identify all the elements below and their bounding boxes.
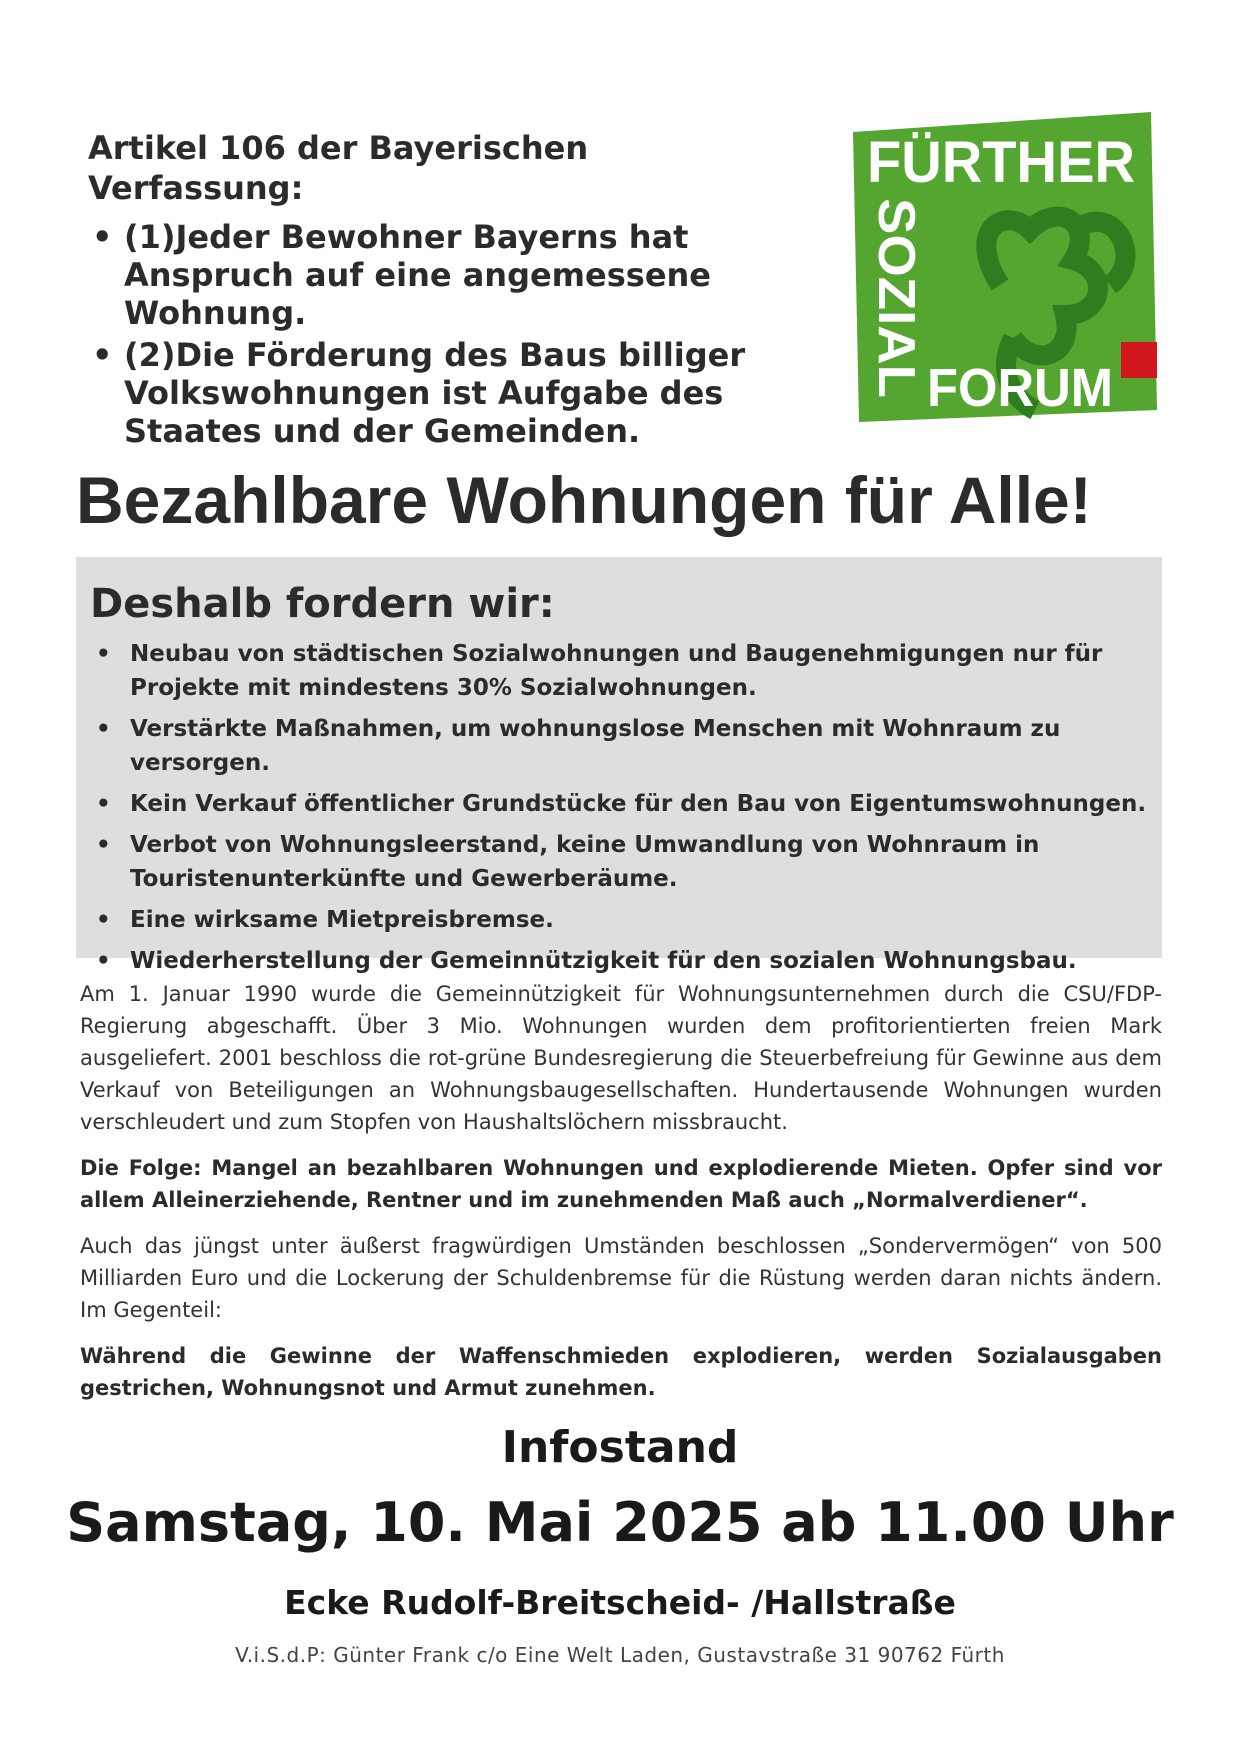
bullet-icon: • — [96, 716, 111, 742]
artikel-item — [88, 336, 788, 450]
logo-line-sozial: SOZIAL — [867, 198, 925, 389]
artikel-item — [88, 218, 788, 332]
forderungen-list — [90, 637, 1150, 978]
bullet-icon: • — [96, 791, 111, 817]
forderung-item — [90, 944, 1150, 978]
forderung-text: Neubau von städtischen Sozialwohnungen und Baugenehmigungen nur für Projekte mit mindestens 30% Sozialwohnungen. — [130, 641, 1103, 701]
paragraph-history: Am 1. Januar 1990 wurde die Gemeinnützigkeit für Wohnungsunternehmen durch die CSU/FDP-Regierung abgeschafft. Über 3 Mio. Wohnungen wurden dem profitorientierten freien Mark ausgeliefert. 2001 beschloss die rot-grüne Bundesregierung die Steuerbefreiung für Gewinne aus dem Verkauf von Beteiligungen an Wohnungsbaugesellschaften. Hundertausende Wohnungen wurden verschleudert und zum Stopfen von Haushaltslöchern missbraucht. — [80, 982, 1162, 1134]
forderung-item — [90, 787, 1150, 821]
forderungen-title: Deshalb fordern wir: — [90, 581, 555, 627]
forderung-text: Verbot von Wohnungsleerstand, keine Umwandlung von Wohnraum in Touristenunterkünfte und Gewerberäume. — [130, 832, 1040, 892]
forderung-text: Eine wirksame Mietpreisbremse. — [130, 907, 554, 933]
logo-red-square — [1121, 342, 1157, 378]
paragraph-consequence: Die Folge: Mangel an bezahlbaren Wohnungen und explodierende Mieten. Opfer sind vor allem Alleinerziehende, Rentner und im zunehmenden Maß auch „Normalverdiener“. — [80, 1156, 1162, 1212]
imprint: V.i.S.d.P: Günter Frank c/o Eine Welt Laden, Gustavstraße 31 90762 Fürth — [235, 1643, 1005, 1667]
bullet-icon: • — [96, 948, 111, 974]
artikel-section — [88, 128, 788, 454]
forderung-text: Verstärkte Maßnahmen, um wohnungslose Menschen mit Wohnraum zu versorgen. — [130, 716, 1061, 776]
clover-logo-icon — [845, 110, 1165, 440]
forderung-text: Wiederherstellung der Gemeinnützigkeit für den sozialen Wohnungsbau. — [130, 948, 1077, 974]
logo-line-forum: FORUM — [927, 358, 1113, 418]
artikel-item-text: (2)Die Förderung des Baus billiger Volkswohnungen ist Aufgabe des Staates und der Gemeinden. — [124, 336, 746, 450]
forderungen-box — [76, 557, 1162, 974]
fuerther-sozialforum-logo — [845, 110, 1165, 440]
forderung-item — [90, 903, 1150, 937]
artikel-title: Artikel 106 der Bayerischen Verfassung: — [88, 129, 589, 207]
event-place: Ecke Rudolf-Breitscheid- /Hallstraße — [284, 1583, 956, 1622]
body-text — [80, 978, 1162, 1418]
headline: Bezahlbare Wohnungen für Alle! — [76, 463, 1092, 537]
artikel-item-text: (1)Jeder Bewohner Bayerns hat Anspruch auf eine angemessene Wohnung. — [124, 218, 711, 332]
event-date: Samstag, 10. Mai 2025 ab 11.00 Uhr — [66, 1491, 1174, 1554]
forderung-item — [90, 828, 1150, 896]
artikel-list — [88, 218, 788, 450]
forderung-item — [90, 712, 1150, 780]
event-info — [0, 1418, 1240, 1670]
forderung-text: Kein Verkauf öffentlicher Grundstücke für den Bau von Eigentumswohnungen. — [130, 791, 1147, 817]
bullet-icon: • — [96, 641, 111, 667]
paragraph-conclusion: Während die Gewinne der Waffenschmieden explodieren, werden Sozialausgaben gestrichen, Wohnungsnot und Armut zunehmen. — [80, 1344, 1162, 1400]
paragraph-sondervermoegen: Auch das jüngst unter äußerst fragwürdigen Umständen beschlossen „Sondervermögen“ von 500 Milliarden Euro und die Lockerung der Schuldenbremse für die Rüstung werden daran nichts ändern. Im Gegenteil: — [80, 1234, 1162, 1322]
event-title: Infostand — [501, 1422, 739, 1473]
forderung-item — [90, 637, 1150, 705]
bullet-icon: • — [96, 907, 111, 933]
logo-line-further: FÜRTHER — [867, 130, 1135, 195]
bullet-icon: • — [92, 336, 113, 374]
bullet-icon: • — [92, 218, 113, 256]
bullet-icon: • — [96, 832, 111, 858]
